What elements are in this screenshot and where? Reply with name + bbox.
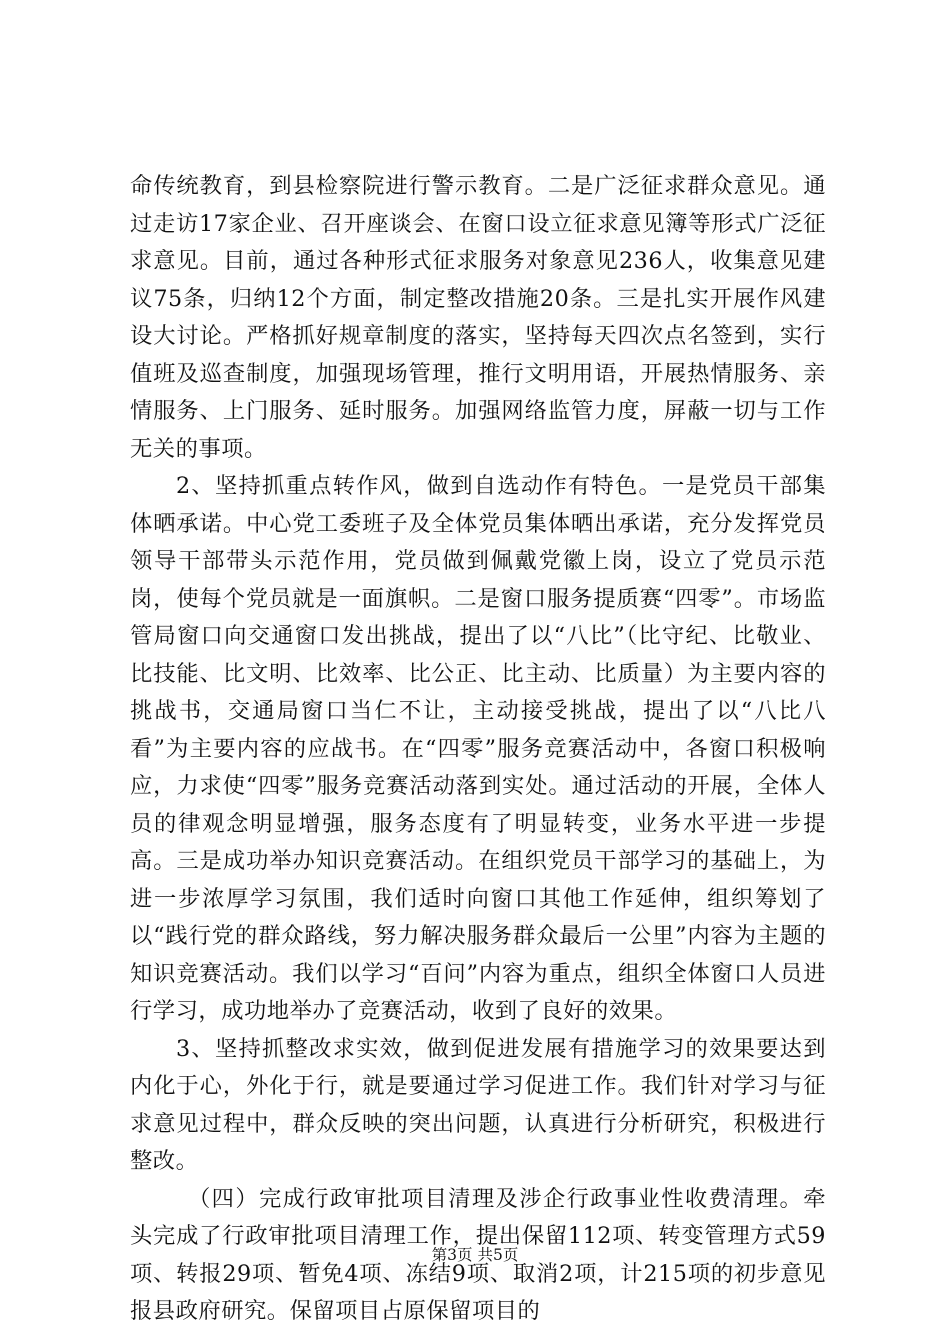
- document-body: [130, 168, 826, 1331]
- paragraph-section-4: （四）完成行政审批项目清理及涉企行政事业性收费清理。牵头完成了行政审批项目清理工作，提出保留112项、转变管理方式59项、转报29项、暂免4项、冻结9项、取消2项，计215项的初步意见报县政府研究。保留项目占原保留项目的: [130, 1185, 826, 1324]
- paragraph-item-3: 3、坚持抓整改求实效，做到促进发展有措施学习的效果要达到内化于心，外化于行，就是要通过学习促进工作。我们针对学习与征求意见过程中，群众反映的突出问题，认真进行分析研究，积极进行整改。: [130, 1035, 826, 1174]
- paragraph-continuation: 命传统教育，到县检察院进行警示教育。二是广泛征求群众意见。通过走访17家企业、召开座谈会、在窗口设立征求意见簿等形式广泛征求意见。目前，通过各种形式征求服务对象意见236人，收集意见建议75条，归纳12个方面，制定整改措施20条。三是扎实开展作风建设大讨论。严格抓好规章制度的落实，坚持每天四次点名签到，实行值班及巡查制度，加强现场管理，推行文明用语，开展热情服务、亲情服务、上门服务、延时服务。加强网络监管力度，屏蔽一切与工作无关的事项。: [130, 173, 826, 462]
- page-number-footer: 第3页 共5页: [431, 1246, 519, 1264]
- paragraph-item-2: 2、坚持抓重点转作风，做到自选动作有特色。一是党员干部集体晒承诺。中心党工委班子及全体党员集体晒出承诺，充分发挥党员领导干部带头示范作用，党员做到佩戴党徽上岗，设立了党员示范岗，使每个党员就是一面旗帜。二是窗口服务提质赛“四零”。市场监管局窗口向交通窗口发出挑战，提出了以“八比”（比守纪、比敬业、比技能、比文明、比效率、比公正、比主动、比质量）为主要内容的挑战书，交通局窗口当仁不让，主动接受挑战，提出了以“八比八看”为主要内容的应战书。在“四零”服务竞赛活动中，各窗口积极响应，力求使“四零”服务竞赛活动落到实处。通过活动的开展，全体人员的律观念明显增强，服务态度有了明显转变，业务水平进一步提高。三是成功举办知识竞赛活动。在组织党员干部学习的基础上，为进一步浓厚学习氛围，我们适时向窗口其他工作延伸，组织筹划了以“践行党的群众路线，努力解决服务群众最后一公里”内容为主题的知识竞赛活动。我们以学习“百问”内容为重点，组织全体窗口人员进行学习，成功地举办了竞赛活动，收到了良好的效果。: [130, 473, 826, 1024]
